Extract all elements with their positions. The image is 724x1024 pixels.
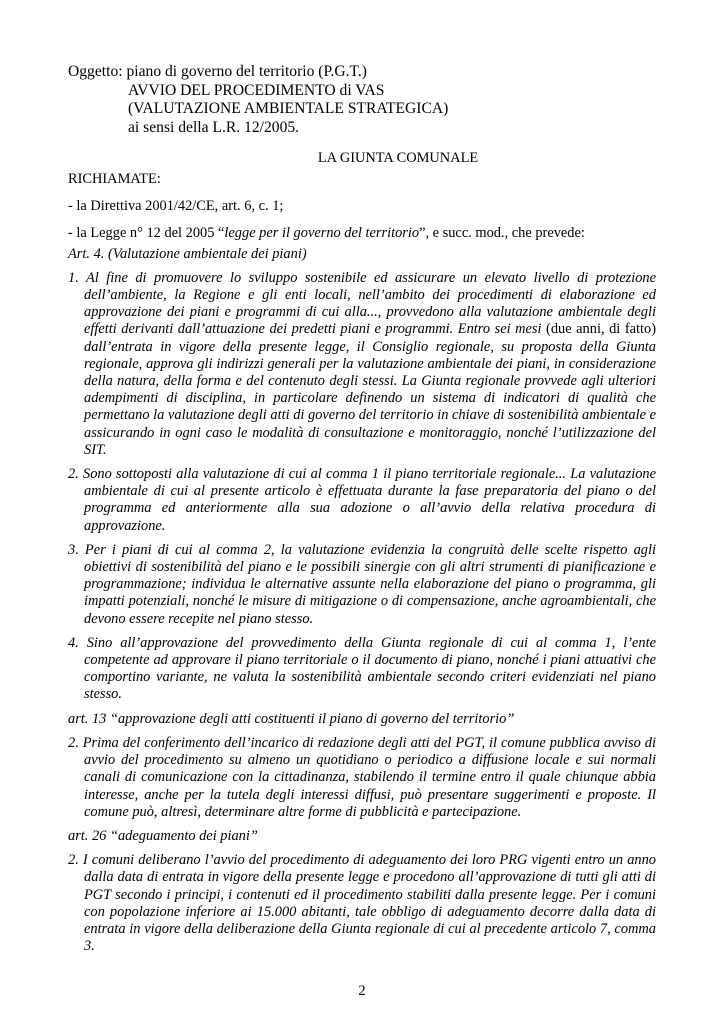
item-text: dall’entrata in vigore della presente legge, il Consiglio regionale, su proposta della Giunta regionale, approva gli indirizzi generali per la valutazione ambientale dei piani, in considerazione della natura, della forma e del contenuto degli stessi. La Giunta regionale provvede agli ulteriori adempimenti di disciplina, in particolare definendo un sistema di indicatori di qualità che permettano la valutazione degli atti di governo del territorio in chiave di sostenibilità ambientale e assicurando in ogni caso le modalità di consultazione e monitoraggio, nonché l’utilizzazione del SIT. (84, 338, 656, 458)
article-4-item-4: 4. Sino all’approvazione del provvedimento della Giunta regionale di cui al comma 1, l’ente competente ad approvare il piano territoriale o il documento di piano, nonché i piani attuativi che comportino variante, ne valuta la sostenibilità ambientale secondo criteri evidenziati nel piano stesso. (68, 634, 656, 703)
article-13-title: art. 13 “approvazione degli atti costituenti il piano di governo del territorio” (68, 710, 515, 727)
article-26-item-2: 2. I comuni deliberano l’avvio del procedimento di adeguamento dei loro PRG vigenti entro un anno dalla data di entrata in vigore della presente legge e procedono all’approvazione di tutti gli atti di PGT secondo i principi, i contenuti ed il procedimento stabiliti dalla presente legge. Per i comuni con popolazione inferiore ai 15.000 abitanti, tale obbligo di adeguamento decorre dalla data di entrata in vigore della deliberazione della Giunta regionale di cui al precedente articolo 7, comma 3. (68, 852, 656, 955)
document-body (68, 171, 656, 962)
item-note: (due anni, di fatto) (541, 321, 656, 338)
article-4-title: Art. 4. (Valutazione ambientale dei piani) (68, 245, 307, 262)
directive-reference: - la Direttiva 2001/42/CE, art. 6, c. 1; (68, 198, 284, 215)
law-reference (68, 225, 656, 242)
item-text: 1. Al fine di promuovere lo sviluppo sostenibile ed assicurare un elevato livello di protezione dell’ambiente, la Regione e gli enti locali, nell’ambito dei procedimenti di elaborazione ed approvazione dei piani e programmi di cui alla..., provvedono alla valutazione ambientale degli effetti derivanti dall’attuazione dei predetti piani e programmi. Entro sei mesi (68, 269, 656, 338)
subject-line: (VALUTAZIONE AMBIENTALE STRATEGICA) (128, 100, 449, 117)
subject-block (68, 63, 448, 137)
article-26-title: art. 26 “adeguamento dei piani” (68, 827, 258, 844)
richiamate-heading: RICHIAMATE: (68, 171, 161, 187)
article-4-item-2: 2. Sono sottoposti alla valutazione di cui al comma 1 il piano territoriale regionale... La valutazione ambientale di cui al presente articolo è effettuata durante la fase preparatoria del piano o del programma ed anteriormente alla sua adozione o all’avvio della relativa procedura di approvazione. (68, 466, 656, 534)
law-title: legge per il governo del territorio (224, 225, 420, 242)
article-4-item-3: 3. Per i piani di cui al comma 2, la valutazione evidenzia la congruità delle scelte rispetto agli obiettivi di sostenibilità del piano e le possibili sinergie con gli altri strumenti di pianificazione e programmazione; individua le alternative assunte nella elaborazione del piano o programma, gli impatti potenziali, nonché le misure di mitigazione o di compensazione, anche agroambientali, che devono essere recepite nel piano stesso. (68, 541, 656, 627)
law-suffix: ”, e succ. mod., che prevede: (419, 225, 585, 242)
subject-line: AVVIO DEL PROCEDIMENTO di VAS (128, 81, 385, 99)
page-number: 2 (358, 983, 366, 999)
article-4-item-1 (68, 270, 656, 459)
subject-line: Oggetto: piano di governo del territorio (P.G.T.) (68, 63, 367, 80)
law-prefix: - la Legge n° 12 del 2005 “ (68, 225, 225, 242)
article-13-item-2: 2. Prima del conferimento dell’incarico di redazione degli atti del PGT, il comune pubblica avviso di avvio del procedimento su almeno un quotidiano o periodico a diffusione locale e sui normali canali di comunicazione con la cittadinanza, stabilendo il termine entro il quale chiunque abbia interesse, anche per la tutela degli interessi diffusi, può presentare suggerimenti e proposte. Il comune può, altresì, determinare altre forme di pubblicità e partecipazione. (68, 734, 656, 820)
subject-line: ai sensi della L.R. 12/2005. (128, 118, 300, 136)
council-heading: LA GIUNTA COMUNALE (317, 150, 479, 166)
